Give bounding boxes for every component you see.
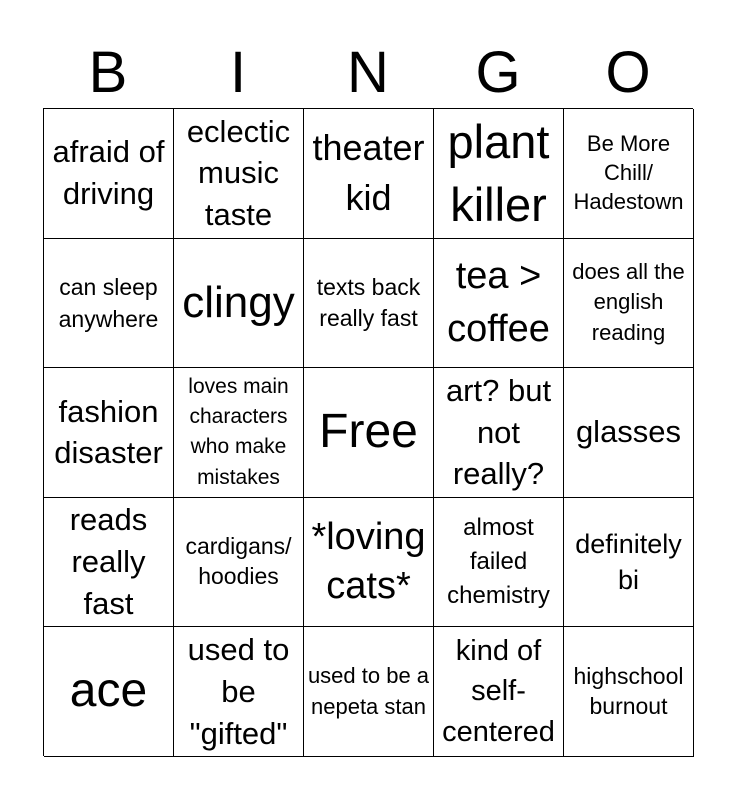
bingo-cell[interactable] — [564, 627, 694, 757]
cell-text: used to be "gifted" — [187, 631, 290, 751]
bingo-cell[interactable] — [44, 239, 174, 369]
cell-text: Be More Chill/ Hadestown — [573, 131, 684, 214]
bingo-cell[interactable] — [44, 368, 174, 498]
header-letter-n: N — [347, 40, 389, 105]
cell-text: reads really fast — [69, 502, 148, 621]
cell-text: glasses — [575, 414, 682, 450]
bingo-cell[interactable] — [44, 498, 174, 628]
header-letter-i: I — [229, 40, 247, 105]
cell-text: texts back really fast — [316, 273, 421, 331]
cell-text: tea > coffee — [447, 254, 550, 350]
header-letter-o: O — [605, 40, 651, 105]
bingo-cell[interactable] — [304, 109, 434, 239]
header-letter-b: B — [88, 40, 128, 105]
cell-text: kind of self-centered — [442, 634, 555, 748]
cell-text: eclectic music taste — [186, 113, 291, 233]
cell-text: afraid of driving — [52, 134, 165, 212]
cell-text: art? but not really? — [445, 372, 552, 492]
bingo-cell-free-space[interactable] — [304, 368, 434, 498]
cell-text: can sleep anywhere — [58, 273, 159, 332]
bingo-cell[interactable] — [434, 627, 564, 757]
bingo-cell[interactable] — [44, 109, 174, 239]
header-letter-g: G — [475, 40, 521, 105]
bingo-board — [43, 108, 693, 756]
cell-text: definitely bi — [575, 528, 682, 596]
bingo-cell[interactable] — [174, 109, 304, 239]
bingo-cell[interactable] — [174, 239, 304, 369]
cell-text: highschool burnout — [573, 662, 684, 719]
bingo-cell[interactable] — [564, 239, 694, 369]
cell-text: *loving cats* — [311, 515, 426, 608]
bingo-cell[interactable] — [304, 239, 434, 369]
bingo-cell[interactable] — [44, 627, 174, 757]
bingo-cell[interactable] — [564, 109, 694, 239]
cell-text: almost failed chemistry — [447, 513, 550, 610]
cell-text: fashion disaster — [54, 393, 163, 471]
cell-text: used to be a nepeta stan — [307, 662, 430, 719]
bingo-cell[interactable] — [434, 109, 564, 239]
cell-text: plant killer — [447, 114, 550, 232]
bingo-cell[interactable] — [304, 627, 434, 757]
bingo-cell[interactable] — [434, 368, 564, 498]
bingo-cell[interactable] — [304, 498, 434, 628]
bingo-cell[interactable] — [434, 498, 564, 628]
cell-text: theater kid — [312, 126, 425, 219]
bingo-cell[interactable] — [174, 368, 304, 498]
bingo-cell[interactable] — [174, 498, 304, 628]
cell-text: cardigans/ hoodies — [185, 533, 292, 590]
cell-text: clingy — [182, 277, 295, 327]
bingo-cell[interactable] — [564, 498, 694, 628]
cell-text: ace — [69, 664, 148, 718]
bingo-header — [43, 38, 693, 108]
bingo-cell[interactable] — [174, 627, 304, 757]
free-space-label: Free — [319, 405, 418, 459]
bingo-cell[interactable] — [564, 368, 694, 498]
cell-text: does all the english reading — [572, 258, 685, 346]
bingo-cell[interactable] — [434, 239, 564, 369]
cell-text: loves main characters who make mistakes — [188, 374, 289, 489]
